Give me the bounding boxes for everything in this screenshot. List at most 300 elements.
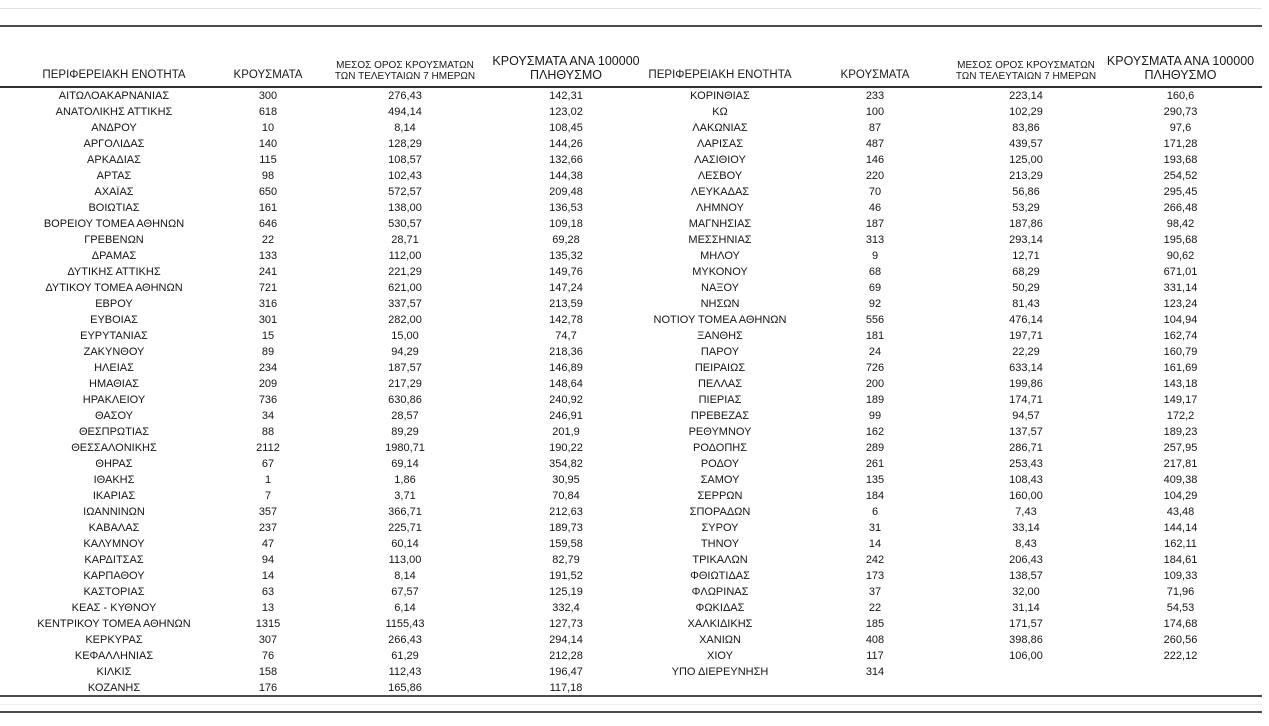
per100k-cell: 671,01 — [1163, 266, 1198, 278]
header-region-left-label: ΠΕΡΙΦΕΡΕΙΑΚΗ ΕΝΟΤΗΤΑ — [42, 69, 186, 82]
header-region-right — [640, 69, 800, 84]
table-row — [10, 376, 640, 392]
cases-cell: 100 — [865, 106, 885, 118]
per100k-cell: 190,22 — [549, 442, 583, 454]
table-row — [10, 536, 640, 552]
avg7-cell: 476,14 — [1009, 314, 1043, 326]
header-cases-left — [218, 69, 318, 84]
per100k-cell: 193,68 — [1163, 154, 1198, 166]
table-row — [640, 328, 1259, 344]
per100k-cell: 30,95 — [552, 474, 580, 486]
region-cell: ΕΥΡΥΤΑΝΙΑΣ — [80, 330, 148, 342]
per100k-cell: 209,48 — [549, 186, 583, 198]
header-avg7-left-line1: ΜΕΣΟΣ ΟΡΟΣ ΚΡΟΥΣΜΑΤΩΝ — [336, 59, 474, 71]
table-row — [640, 536, 1259, 552]
per100k-cell: 218,36 — [549, 346, 583, 358]
table-header-row — [10, 46, 1259, 84]
table-row — [10, 488, 640, 504]
per100k-cell: 201,9 — [552, 426, 580, 438]
avg7-cell: 8,14 — [394, 570, 416, 582]
region-cell: ΠΕΙΡΑΙΩΣ — [694, 362, 746, 374]
per100k-cell: 162,11 — [1164, 538, 1197, 550]
cases-cell: 87 — [868, 122, 882, 134]
header-region-right-label: ΠΕΡΙΦΕΡΕΙΑΚΗ ΕΝΟΤΗΤΑ — [648, 69, 792, 82]
avg7-cell: 138,57 — [1009, 570, 1043, 582]
cases-cell: 31 — [868, 522, 882, 534]
avg7-cell: 89,29 — [391, 426, 419, 438]
per100k-cell: 125,19 — [549, 586, 583, 598]
avg7-cell: 197,71 — [1009, 330, 1043, 342]
table-row — [10, 216, 640, 232]
cases-cell: 209 — [258, 378, 278, 390]
cases-cell: 46 — [868, 202, 882, 214]
bottom-faint-gridline — [0, 704, 1262, 705]
per100k-cell: 246,91 — [549, 410, 583, 422]
table-row — [640, 152, 1259, 168]
region-cell: ΓΡΕΒΕΝΩΝ — [84, 234, 144, 246]
avg7-cell: 221,29 — [388, 266, 422, 278]
per100k-cell: 212,63 — [549, 506, 583, 518]
table-row — [640, 488, 1259, 504]
avg7-cell: 1980,71 — [385, 442, 425, 454]
region-cell: ΧΑΝΙΩΝ — [699, 634, 741, 646]
cases-cell: 187 — [865, 218, 885, 230]
cases-cell: 13 — [261, 602, 275, 614]
avg7-cell: 61,29 — [391, 650, 419, 662]
per100k-cell: 127,73 — [549, 618, 583, 630]
cases-cell: 1 — [264, 474, 272, 486]
table-row — [640, 424, 1259, 440]
region-cell: ΠΕΛΛΑΣ — [697, 378, 743, 390]
per100k-cell: 123,02 — [549, 106, 583, 118]
per100k-cell: 222,12 — [1163, 650, 1198, 662]
avg7-cell: 28,57 — [391, 410, 419, 422]
table-row — [10, 504, 640, 520]
avg7-cell: 67,57 — [391, 586, 419, 598]
per100k-cell: 97,6 — [1169, 122, 1192, 134]
per100k-cell: 290,73 — [1163, 106, 1198, 118]
per100k-cell: 240,92 — [549, 394, 583, 406]
cases-cell: 146 — [865, 154, 885, 166]
per100k-cell: 104,94 — [1163, 314, 1198, 326]
table-row — [640, 280, 1259, 296]
cases-cell: 646 — [258, 218, 278, 230]
per100k-cell: 143,18 — [1163, 378, 1198, 390]
table-row — [10, 152, 640, 168]
table-row — [640, 184, 1259, 200]
avg7-cell: 128,29 — [388, 138, 422, 150]
avg7-cell: 223,14 — [1009, 90, 1043, 102]
per100k-cell: 132,66 — [549, 154, 583, 166]
table-row — [10, 136, 640, 152]
region-cell: ΘΕΣΠΡΩΤΙΑΣ — [78, 426, 150, 438]
region-cell: ΚΑΡΠΑΘΟΥ — [83, 570, 145, 582]
avg7-cell: 187,57 — [388, 362, 422, 374]
table-row — [640, 88, 1259, 104]
per100k-cell: 257,95 — [1163, 442, 1198, 454]
per100k-cell: 43,48 — [1166, 506, 1195, 518]
per100k-cell: 144,26 — [549, 138, 583, 150]
region-cell: ΗΡΑΚΛΕΙΟΥ — [82, 394, 146, 406]
region-cell: ΛΗΜΝΟΥ — [696, 202, 744, 214]
region-cell: ΙΚΑΡΙΑΣ — [92, 490, 136, 502]
table-row — [640, 408, 1259, 424]
table-row — [640, 344, 1259, 360]
per100k-cell: 354,82 — [549, 458, 583, 470]
cases-cell: 9 — [871, 250, 879, 262]
table-row — [640, 616, 1259, 632]
cases-cell: 15 — [261, 330, 275, 342]
per100k-cell: 149,17 — [1163, 394, 1198, 406]
header-avg7-left — [318, 60, 492, 84]
region-cell: ΤΗΝΟΥ — [700, 538, 740, 550]
table-row — [640, 104, 1259, 120]
top-dark-divider — [0, 25, 1262, 27]
cases-cell: 220 — [865, 170, 885, 182]
header-cases-right — [800, 69, 950, 84]
per100k-cell: 260,56 — [1163, 634, 1198, 646]
table-row — [10, 520, 640, 536]
avg7-cell: 633,14 — [1009, 362, 1043, 374]
avg7-cell: 494,14 — [388, 106, 422, 118]
cases-cell: 34 — [261, 410, 275, 422]
region-cell: ΣΑΜΟΥ — [700, 474, 740, 486]
cases-cell: 300 — [258, 90, 278, 102]
region-cell: ΘΑΣΟΥ — [94, 410, 134, 422]
cases-cell: 316 — [258, 298, 278, 310]
per100k-cell: 82,79 — [552, 554, 580, 566]
avg7-cell: 572,57 — [388, 186, 422, 198]
table-row — [640, 632, 1259, 648]
region-cell: ΛΑΣΙΘΙΟΥ — [694, 154, 746, 166]
region-cell: ΗΜΑΘΙΑΣ — [89, 378, 139, 390]
per100k-cell: 217,81 — [1163, 458, 1198, 470]
region-cell: ΕΒΡΟΥ — [95, 298, 133, 310]
avg7-cell: 530,57 — [388, 218, 422, 230]
avg7-cell: 217,29 — [388, 378, 422, 390]
table-row — [10, 456, 640, 472]
cases-cell: 63 — [261, 586, 275, 598]
cases-cell: 22 — [261, 234, 275, 246]
cases-cell: 68 — [868, 266, 882, 278]
region-cell: ΣΥΡΟΥ — [701, 522, 739, 534]
region-cell: ΒΟΙΩΤΙΑΣ — [88, 202, 140, 214]
per100k-cell: 160,6 — [1166, 90, 1195, 102]
avg7-cell: 69,14 — [391, 458, 419, 470]
table-row — [640, 312, 1259, 328]
table-row — [10, 296, 640, 312]
avg7-cell: 8,14 — [394, 122, 416, 134]
region-cell: ΦΘΙΩΤΙΔΑΣ — [690, 570, 750, 582]
cases-cell: 99 — [868, 410, 882, 422]
avg7-cell: 337,57 — [388, 298, 422, 310]
region-cell: ΡΟΔΟΥ — [700, 458, 740, 470]
per100k-cell: 189,23 — [1163, 426, 1198, 438]
avg7-cell: 112,43 — [388, 666, 422, 678]
avg7-cell: 56,86 — [1012, 186, 1040, 198]
region-cell: ΝΟΤΙΟΥ ΤΟΜΕΑ ΑΘΗΝΩΝ — [653, 314, 787, 326]
region-cell: ΚΟΡΙΝΘΙΑΣ — [690, 90, 750, 102]
region-cell: ΕΥΒΟΙΑΣ — [90, 314, 138, 326]
avg7-cell: 31,14 — [1012, 602, 1040, 614]
region-cell: ΣΕΡΡΩΝ — [697, 490, 743, 502]
region-cell: ΑΡΚΑΔΙΑΣ — [87, 154, 141, 166]
avg7-cell: 165,86 — [388, 682, 422, 694]
region-cell: ΝΑΞΟΥ — [701, 282, 739, 294]
avg7-cell: 106,00 — [1009, 650, 1043, 662]
per100k-cell: 171,28 — [1163, 138, 1198, 150]
avg7-cell: 1155,43 — [385, 618, 425, 630]
avg7-cell: 81,43 — [1012, 298, 1040, 310]
cases-cell: 10 — [261, 122, 275, 134]
region-cell: ΑΧΑΪΑΣ — [94, 186, 134, 198]
region-cell: ΦΛΩΡΙΝΑΣ — [691, 586, 749, 598]
cases-cell: 357 — [258, 506, 278, 518]
avg7-cell: 8,43 — [1015, 538, 1037, 550]
cases-cell: 487 — [865, 138, 885, 150]
region-cell: ΠΡΕΒΕΖΑΣ — [690, 410, 750, 422]
per100k-cell: 332,4 — [552, 602, 580, 614]
cases-cell: 69 — [868, 282, 882, 294]
table-row — [10, 312, 640, 328]
cases-cell: 88 — [261, 426, 275, 438]
avg7-cell: 108,57 — [388, 154, 422, 166]
region-cell: ΛΑΡΙΣΑΣ — [696, 138, 743, 150]
per100k-cell: 148,64 — [549, 378, 583, 390]
table-row — [10, 472, 640, 488]
per100k-cell: 172,2 — [1166, 410, 1195, 422]
cases-cell: 314 — [865, 666, 885, 678]
region-cell: ΜΗΛΟΥ — [700, 250, 740, 262]
region-cell: ΠΑΡΟΥ — [700, 346, 740, 358]
region-cell: ΧΑΛΚΙΔΙΚΗΣ — [687, 618, 753, 630]
table-body-right — [640, 88, 1259, 680]
per100k-cell: 104,29 — [1163, 490, 1198, 502]
cases-cell: 261 — [865, 458, 885, 470]
per100k-cell: 109,18 — [549, 218, 583, 230]
avg7-cell: 7,43 — [1015, 506, 1037, 518]
region-cell: ΧΙΟΥ — [707, 650, 733, 662]
per100k-cell: 331,14 — [1163, 282, 1198, 294]
table-row — [640, 584, 1259, 600]
table-row — [640, 120, 1259, 136]
table-row — [10, 104, 640, 120]
cases-cell: 618 — [258, 106, 278, 118]
cases-cell: 14 — [261, 570, 275, 582]
table-row — [10, 88, 640, 104]
per100k-cell: 142,31 — [549, 90, 583, 102]
region-cell: ΚΕΑΣ - ΚΥΘΝΟΥ — [71, 602, 157, 614]
cases-cell: 76 — [261, 650, 275, 662]
region-cell: ΑΡΤΑΣ — [96, 170, 132, 182]
table-row — [10, 184, 640, 200]
header-avg7-right — [950, 60, 1102, 84]
cases-cell: 313 — [865, 234, 885, 246]
per100k-cell: 195,68 — [1163, 234, 1198, 246]
region-cell: ΚΑΡΔΙΤΣΑΣ — [84, 554, 144, 566]
table-row — [10, 232, 640, 248]
cases-cell: 307 — [258, 634, 278, 646]
per100k-cell: 161,69 — [1163, 362, 1198, 374]
table-row — [640, 264, 1259, 280]
region-cell: ΛΕΥΚΑΔΑΣ — [690, 186, 750, 198]
region-cell: ΚΟΖΑΝΗΣ — [87, 682, 141, 694]
avg7-cell: 206,43 — [1009, 554, 1043, 566]
avg7-cell: 293,14 — [1009, 234, 1043, 246]
table-row — [10, 440, 640, 456]
cases-cell: 135 — [865, 474, 885, 486]
cases-cell: 650 — [258, 186, 278, 198]
avg7-cell: 68,29 — [1012, 266, 1040, 278]
header-per100k-right — [1102, 54, 1259, 84]
avg7-cell: 282,00 — [388, 314, 422, 326]
table-row — [640, 232, 1259, 248]
avg7-cell: 33,14 — [1012, 522, 1040, 534]
avg7-cell: 15,00 — [391, 330, 419, 342]
avg7-cell: 12,71 — [1012, 250, 1040, 262]
table-row — [640, 392, 1259, 408]
avg7-cell: 1,86 — [394, 474, 416, 486]
table-row — [640, 360, 1259, 376]
bottom-divider-upper — [0, 695, 1262, 697]
table-row — [10, 616, 640, 632]
avg7-cell: 366,71 — [388, 506, 422, 518]
per100k-cell: 294,14 — [549, 634, 583, 646]
table-row — [640, 376, 1259, 392]
avg7-cell: 225,71 — [388, 522, 422, 534]
per100k-cell: 189,73 — [549, 522, 583, 534]
per100k-cell: 159,58 — [549, 538, 583, 550]
cases-cell: 6 — [871, 506, 879, 518]
avg7-cell: 113,00 — [388, 554, 422, 566]
per100k-cell: 184,61 — [1163, 554, 1198, 566]
region-cell: ΘΕΣΣΑΛΟΝΙΚΗΣ — [71, 442, 157, 454]
cases-cell: 234 — [258, 362, 278, 374]
avg7-cell: 102,43 — [388, 170, 422, 182]
table-row — [10, 392, 640, 408]
region-cell: ΤΡΙΚΑΛΩΝ — [692, 554, 748, 566]
per100k-cell: 162,74 — [1163, 330, 1198, 342]
avg7-cell: 137,57 — [1009, 426, 1043, 438]
region-cell: ΔΡΑΜΑΣ — [91, 250, 137, 262]
table-row — [10, 344, 640, 360]
table-row — [640, 472, 1259, 488]
header-avg7-right-line1: ΜΕΣΟΣ ΟΡΟΣ ΚΡΟΥΣΜΑΤΩΝ — [957, 59, 1095, 71]
avg7-cell: 286,71 — [1009, 442, 1043, 454]
per100k-cell: 70,84 — [552, 490, 580, 502]
cases-cell: 115 — [259, 154, 277, 166]
per100k-cell: 74,7 — [555, 330, 577, 342]
region-cell: ΜΑΓΝΗΣΙΑΣ — [688, 218, 752, 230]
header-cases-right-label: ΚΡΟΥΣΜΑΤΑ — [840, 69, 910, 82]
per100k-cell: 136,53 — [549, 202, 583, 214]
avg7-cell: 621,00 — [388, 282, 422, 294]
avg7-cell: 3,71 — [394, 490, 416, 502]
avg7-cell: 199,86 — [1009, 378, 1043, 390]
region-cell: ΞΑΝΘΗΣ — [697, 330, 743, 342]
header-per100k-right-line2: ΠΛΗΘΥΣΜΟ — [1144, 68, 1217, 82]
region-cell: ΑΝΑΤΟΛΙΚΗΣ ΑΤΤΙΚΗΣ — [55, 106, 173, 118]
avg7-cell: 112,00 — [388, 250, 422, 262]
cases-cell: 301 — [258, 314, 278, 326]
cases-cell: 233 — [865, 90, 885, 102]
region-cell: ΚΑΒΑΛΑΣ — [88, 522, 140, 534]
avg7-cell: 28,71 — [391, 234, 419, 246]
avg7-cell: 22,29 — [1012, 346, 1040, 358]
table-row — [10, 632, 640, 648]
table-row — [10, 680, 640, 696]
per100k-cell: 196,47 — [549, 666, 583, 678]
cases-cell: 140 — [258, 138, 278, 150]
table-row — [10, 360, 640, 376]
table-row — [10, 648, 640, 664]
cases-cell: 173 — [865, 570, 885, 582]
region-cell: ΗΛΕΙΑΣ — [94, 362, 134, 374]
per100k-cell: 409,38 — [1163, 474, 1198, 486]
table-body-left — [10, 88, 640, 696]
cases-cell: 158 — [258, 666, 278, 678]
cases-cell: 89 — [261, 346, 275, 358]
avg7-cell: 94,57 — [1012, 410, 1040, 422]
table-row — [640, 136, 1259, 152]
region-cell: ΣΠΟΡΑΔΩΝ — [689, 506, 751, 518]
header-per100k-left-line1: ΚΡΟΥΣΜΑΤΑ ΑΝΑ 100000 — [492, 54, 640, 68]
header-avg7-left-line2: ΤΩΝ ΤΕΛΕΥΤΑΙΩΝ 7 ΗΜΕΡΩΝ — [334, 70, 476, 82]
cases-cell: 242 — [865, 554, 885, 566]
per100k-cell: 69,28 — [552, 234, 580, 246]
cases-cell: 726 — [865, 362, 885, 374]
cases-cell: 408 — [865, 634, 885, 646]
per100k-cell: 266,48 — [1163, 202, 1198, 214]
cases-cell: 133 — [258, 250, 278, 262]
per100k-cell: 160,79 — [1163, 346, 1198, 358]
per100k-cell: 135,32 — [549, 250, 583, 262]
region-cell: ΚΕΝΤΡΙΚΟΥ ΤΟΜΕΑ ΑΘΗΝΩΝ — [37, 618, 191, 630]
avg7-cell: 398,86 — [1009, 634, 1043, 646]
header-per100k-left-line2: ΠΛΗΘΥΣΜΟ — [530, 68, 602, 82]
region-cell: ΚΙΛΚΙΣ — [96, 666, 132, 678]
region-cell: ΛΑΚΩΝΙΑΣ — [692, 122, 748, 134]
cases-cell: 185 — [865, 618, 885, 630]
cases-cell: 176 — [258, 682, 278, 694]
region-cell: ΝΗΣΩΝ — [700, 298, 740, 310]
per100k-cell: 142,78 — [549, 314, 583, 326]
table-row — [10, 200, 640, 216]
avg7-cell: 253,43 — [1009, 458, 1043, 470]
avg7-cell: 630,86 — [388, 394, 422, 406]
avg7-cell: 276,43 — [388, 90, 422, 102]
region-cell: ΑΙΤΩΛΟΑΚΑΡΝΑΝΙΑΣ — [58, 90, 170, 102]
cases-cell: 189 — [865, 394, 885, 406]
per100k-cell: 254,52 — [1163, 170, 1198, 182]
avg7-cell: 32,00 — [1012, 586, 1040, 598]
per100k-cell: 54,53 — [1166, 602, 1195, 614]
cases-cell: 98 — [261, 170, 275, 182]
region-cell: ΚΩ — [712, 106, 728, 118]
region-cell: ΚΕΡΚΥΡΑΣ — [85, 634, 143, 646]
per100k-cell: 117,18 — [549, 682, 583, 694]
table-row — [10, 584, 640, 600]
region-cell: ΥΠΟ ΔΙΕΡΕΥΝΗΣΗ — [671, 666, 769, 678]
table-row — [640, 600, 1259, 616]
per100k-cell: 109,33 — [1163, 570, 1198, 582]
table-row — [10, 568, 640, 584]
region-cell: ΚΑΣΤΟΡΙΑΣ — [83, 586, 145, 598]
table-row — [640, 504, 1259, 520]
cases-cell: 47 — [261, 538, 275, 550]
avg7-cell: 108,43 — [1009, 474, 1043, 486]
avg7-cell: 187,86 — [1009, 218, 1043, 230]
